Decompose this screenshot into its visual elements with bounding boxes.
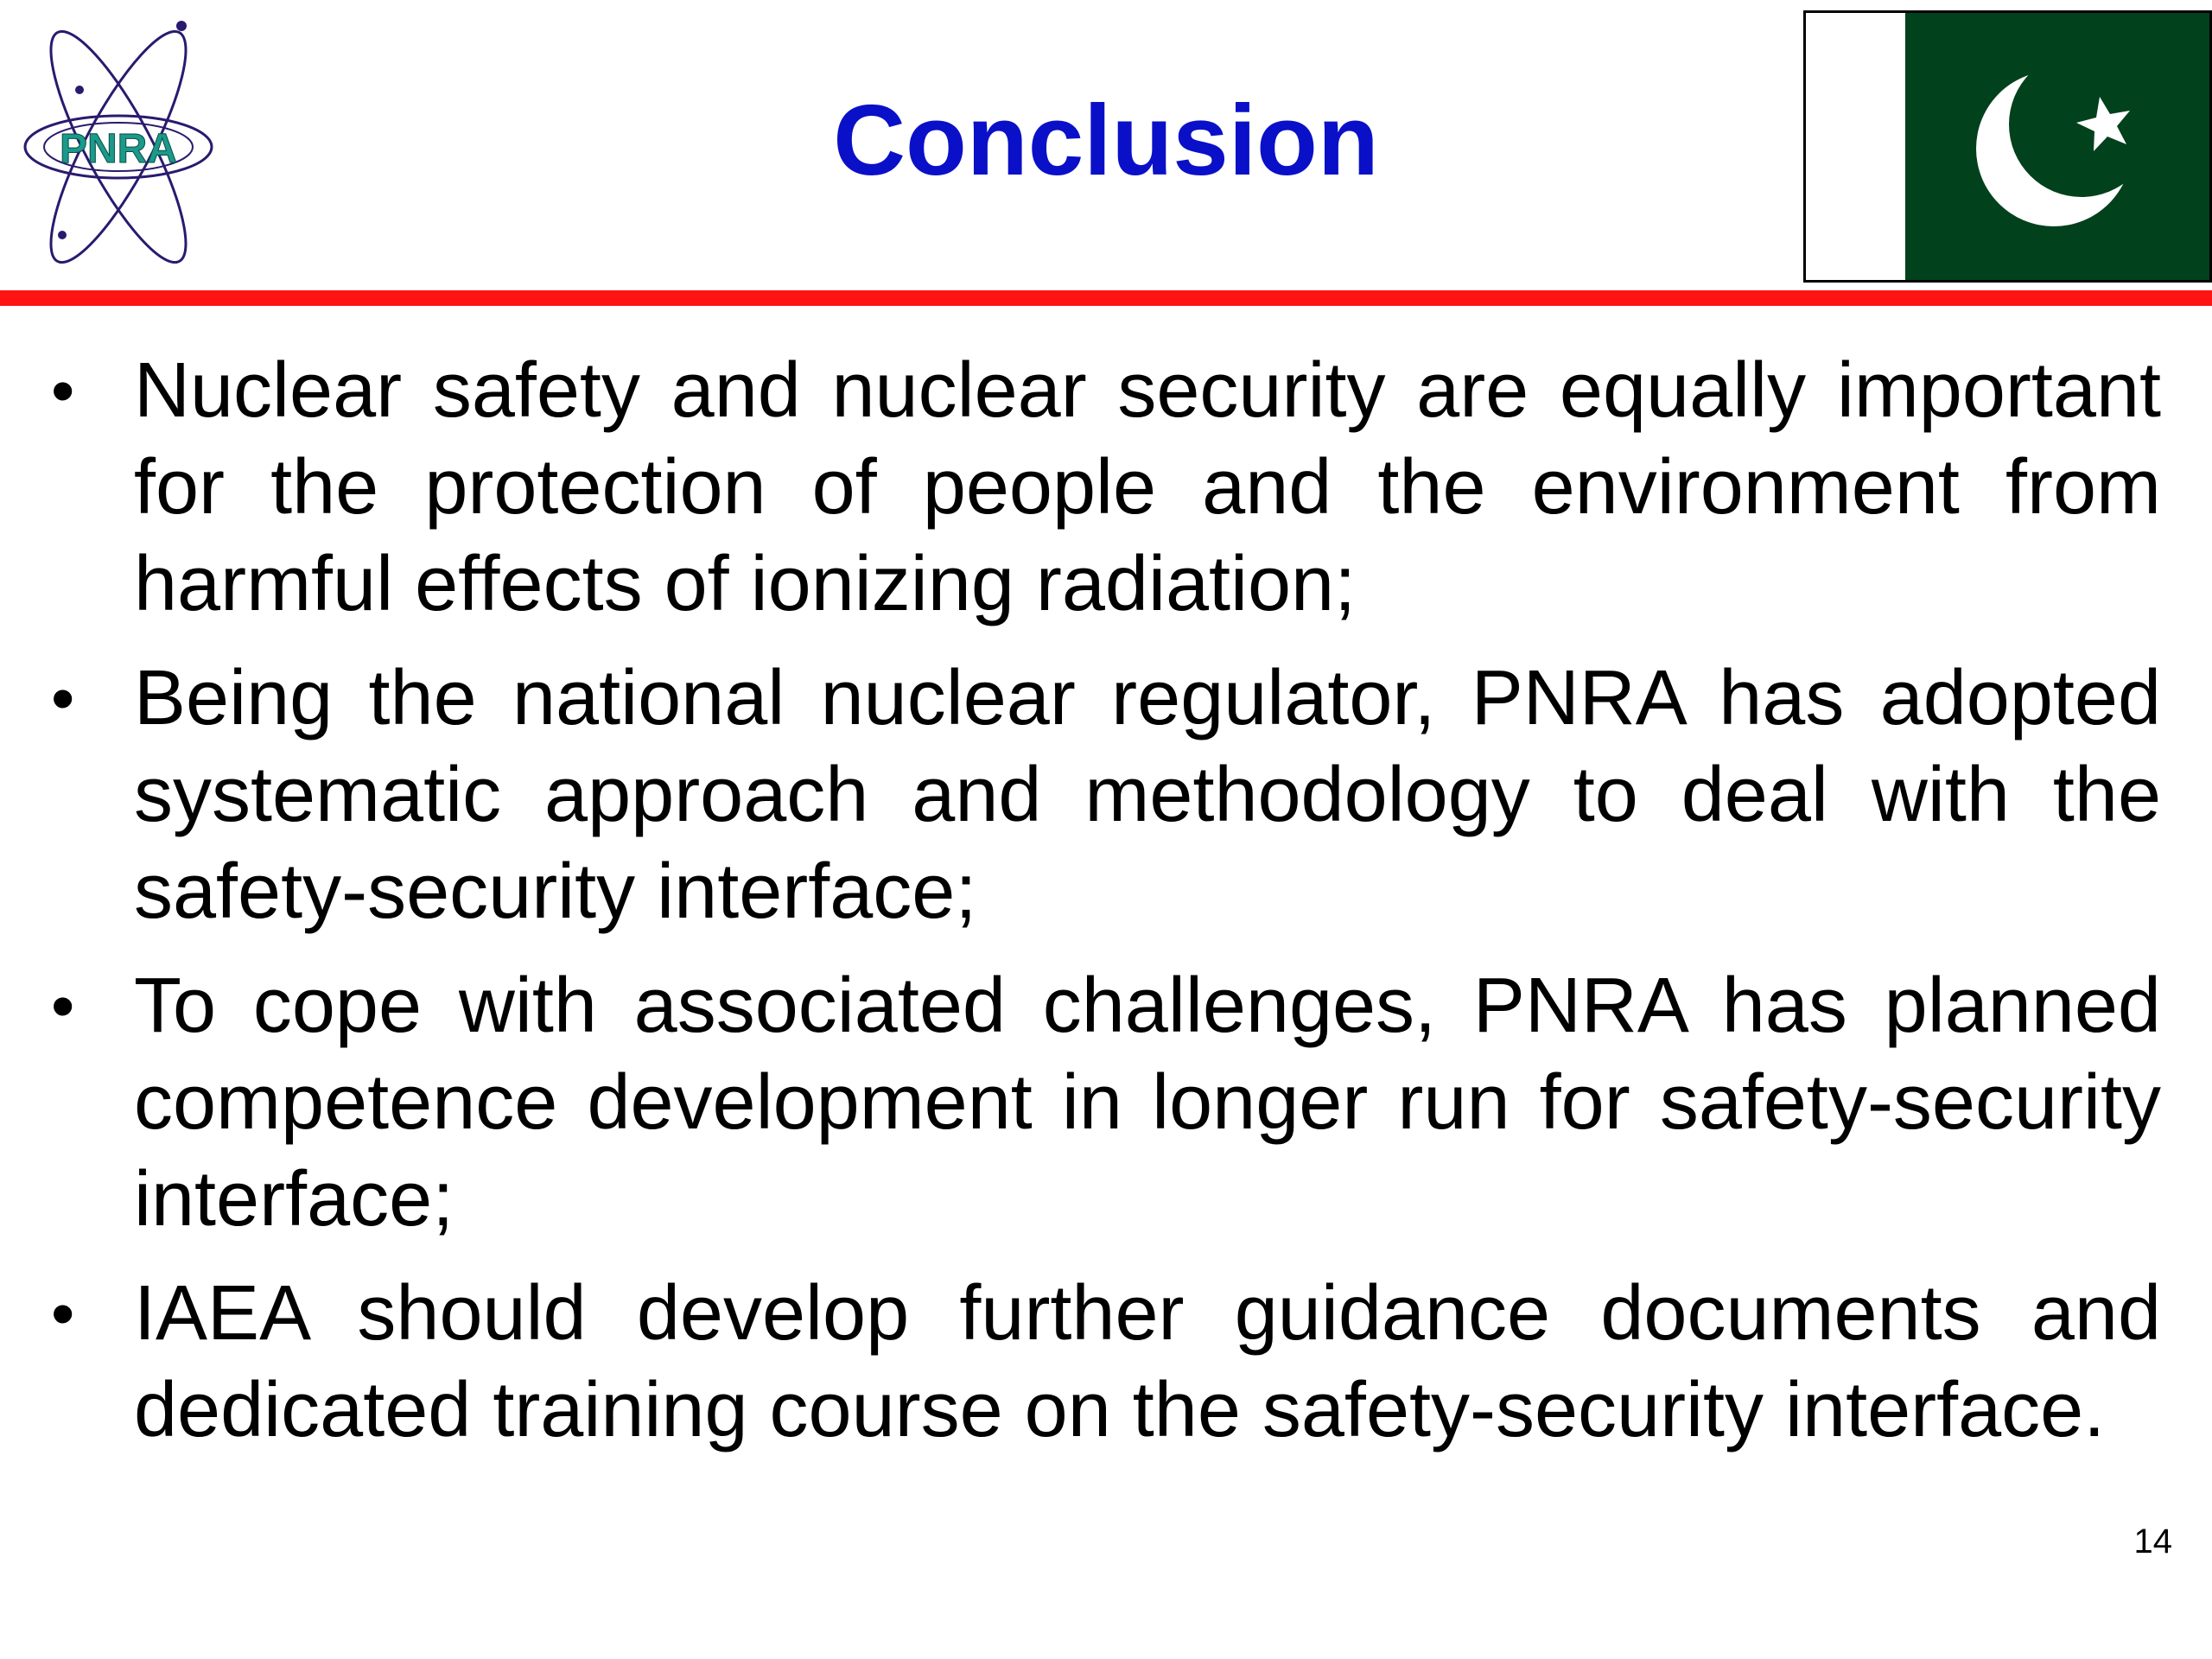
logo-text: PNRA [59, 126, 178, 172]
page-number: 14 [2133, 1522, 2172, 1560]
bullet-list [134, 342, 2161, 1476]
bullet-item: • Nuclear safety and nuclear security are equally important for the protection of people and the environment from harmful effects of ionizing radiation; [134, 342, 2161, 632]
header-divider [0, 290, 2212, 306]
bullet-item: • Being the national nuclear regulator, PNRA has adopted systematic approach and methodology to deal with the safety-security interface; [134, 650, 2161, 940]
pnra-logo-icon [19, 17, 218, 276]
bullet-item: • To cope with associated challenges, PNRA has planned competence development in longer run for safety-security interface; [134, 957, 2161, 1248]
pakistan-flag-icon [1803, 10, 2212, 283]
page-title: Conclusion [833, 84, 1379, 196]
bullet-item: • IAEA should develop further guidance documents and dedicated training course on the safety-security interface. [134, 1265, 2161, 1459]
